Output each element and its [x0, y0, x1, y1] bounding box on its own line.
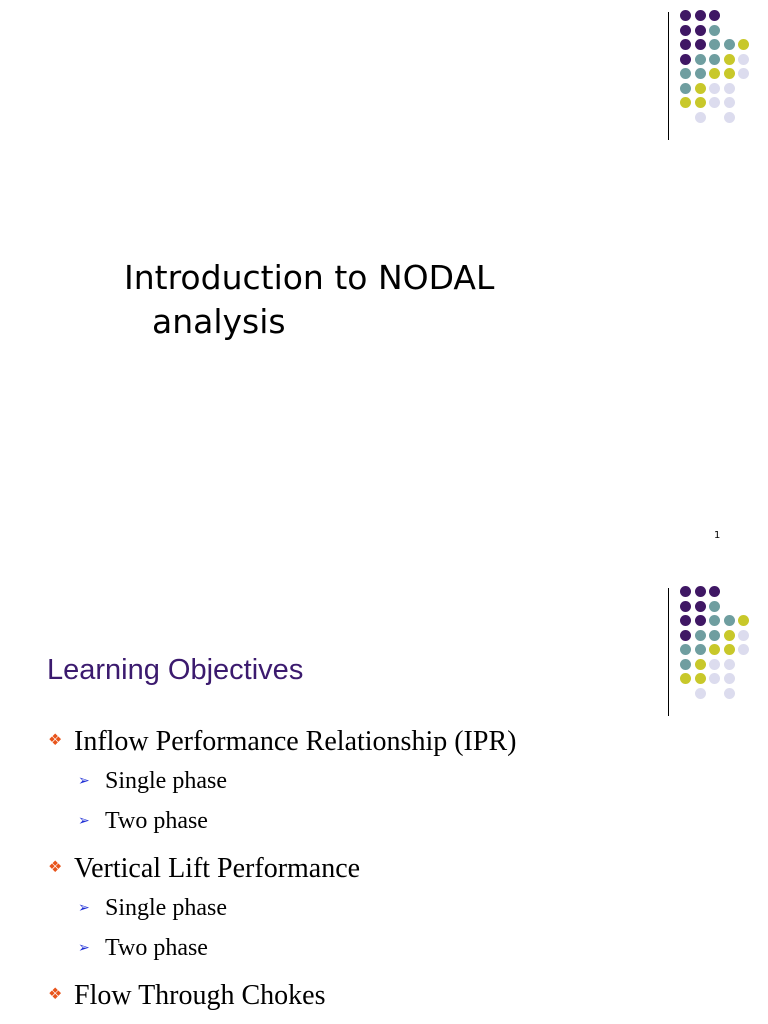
decorative-dot — [680, 644, 691, 655]
decorative-dot — [680, 615, 691, 626]
decorative-dot — [724, 54, 735, 65]
arrow-bullet-icon: ➢ — [78, 900, 90, 916]
slide-heading: Learning Objectives — [47, 654, 304, 686]
arrow-bullet-icon: ➢ — [78, 940, 90, 956]
decorative-dot — [695, 68, 706, 79]
objective-subitem — [78, 768, 227, 795]
decorative-dot — [695, 112, 706, 123]
decorative-dot — [738, 644, 749, 655]
decorative-dot — [695, 630, 706, 641]
decorative-dot — [724, 659, 735, 670]
objective-subitem-text: Single phase — [105, 895, 227, 921]
decorative-dot — [709, 630, 720, 641]
decorative-dot — [695, 25, 706, 36]
objective-item — [48, 853, 360, 885]
decorative-dot — [709, 10, 720, 21]
decorative-dot — [695, 601, 706, 612]
decorative-dot — [724, 39, 735, 50]
slide-title-line-1: Introduction to NODAL — [124, 258, 495, 297]
objective-text: Inflow Performance Relationship (IPR) — [74, 726, 517, 757]
decorative-dot — [680, 601, 691, 612]
diamond-bullet-icon: ❖ — [48, 732, 63, 749]
decorative-dot — [680, 10, 691, 21]
divider-line — [668, 588, 669, 716]
decorative-dot — [724, 688, 735, 699]
decorative-dot — [709, 659, 720, 670]
decorative-dot — [695, 39, 706, 50]
decorative-dot — [709, 54, 720, 65]
decorative-dot — [695, 659, 706, 670]
decorative-dot — [738, 54, 749, 65]
decorative-dot — [709, 586, 720, 597]
decorative-dot — [738, 68, 749, 79]
decorative-dot — [695, 644, 706, 655]
decorative-dot — [724, 112, 735, 123]
decorative-dot — [709, 615, 720, 626]
decorative-dot — [738, 39, 749, 50]
objective-item — [48, 726, 516, 758]
decorative-dot — [709, 644, 720, 655]
objective-subitem — [78, 895, 227, 922]
slide-title-line-2: analysis — [152, 302, 286, 341]
objective-subitem-text: Two phase — [105, 808, 208, 834]
decorative-dot — [680, 83, 691, 94]
decorative-dot — [695, 615, 706, 626]
diamond-bullet-icon: ❖ — [48, 859, 63, 876]
objective-text: Vertical Lift Performance — [74, 853, 361, 884]
decorative-dot — [695, 83, 706, 94]
decorative-dot — [709, 673, 720, 684]
decorative-dot — [680, 97, 691, 108]
decorative-dot — [709, 601, 720, 612]
decorative-dot — [709, 97, 720, 108]
arrow-bullet-icon: ➢ — [78, 813, 90, 829]
decorative-dot — [680, 659, 691, 670]
decorative-dot — [695, 586, 706, 597]
decorative-dot — [695, 688, 706, 699]
objective-subitem-text: Two phase — [105, 935, 208, 961]
diamond-bullet-icon: ❖ — [48, 986, 63, 1003]
decorative-dot — [709, 68, 720, 79]
objective-subitem-text: Single phase — [105, 768, 227, 794]
objective-subitem — [78, 808, 208, 835]
decorative-dot — [709, 39, 720, 50]
decorative-dot — [738, 630, 749, 641]
decorative-dot — [680, 25, 691, 36]
decorative-dot — [680, 673, 691, 684]
decorative-dot — [680, 39, 691, 50]
decorative-dot — [709, 83, 720, 94]
divider-line — [668, 12, 669, 140]
decorative-dot — [724, 673, 735, 684]
decorative-dot — [680, 630, 691, 641]
decorative-dot — [724, 68, 735, 79]
objective-text: Flow Through Chokes — [74, 980, 326, 1011]
arrow-bullet-icon: ➢ — [78, 773, 90, 789]
decorative-dot — [695, 97, 706, 108]
decorative-dot — [724, 644, 735, 655]
decorative-dot — [680, 68, 691, 79]
decorative-dot — [724, 83, 735, 94]
decorative-dot — [680, 586, 691, 597]
decorative-dot — [724, 615, 735, 626]
objective-item — [48, 980, 326, 1012]
decorative-dot — [680, 54, 691, 65]
objective-subitem — [78, 935, 208, 962]
decorative-dot — [738, 615, 749, 626]
decorative-dot — [709, 25, 720, 36]
decorative-dot — [695, 54, 706, 65]
slide-number: 1 — [714, 530, 721, 541]
slide-title — [124, 256, 644, 344]
objectives-slide — [0, 576, 768, 1024]
decorative-dot — [724, 97, 735, 108]
decorative-dot — [695, 673, 706, 684]
decorative-dot — [695, 10, 706, 21]
decorative-dot — [724, 630, 735, 641]
